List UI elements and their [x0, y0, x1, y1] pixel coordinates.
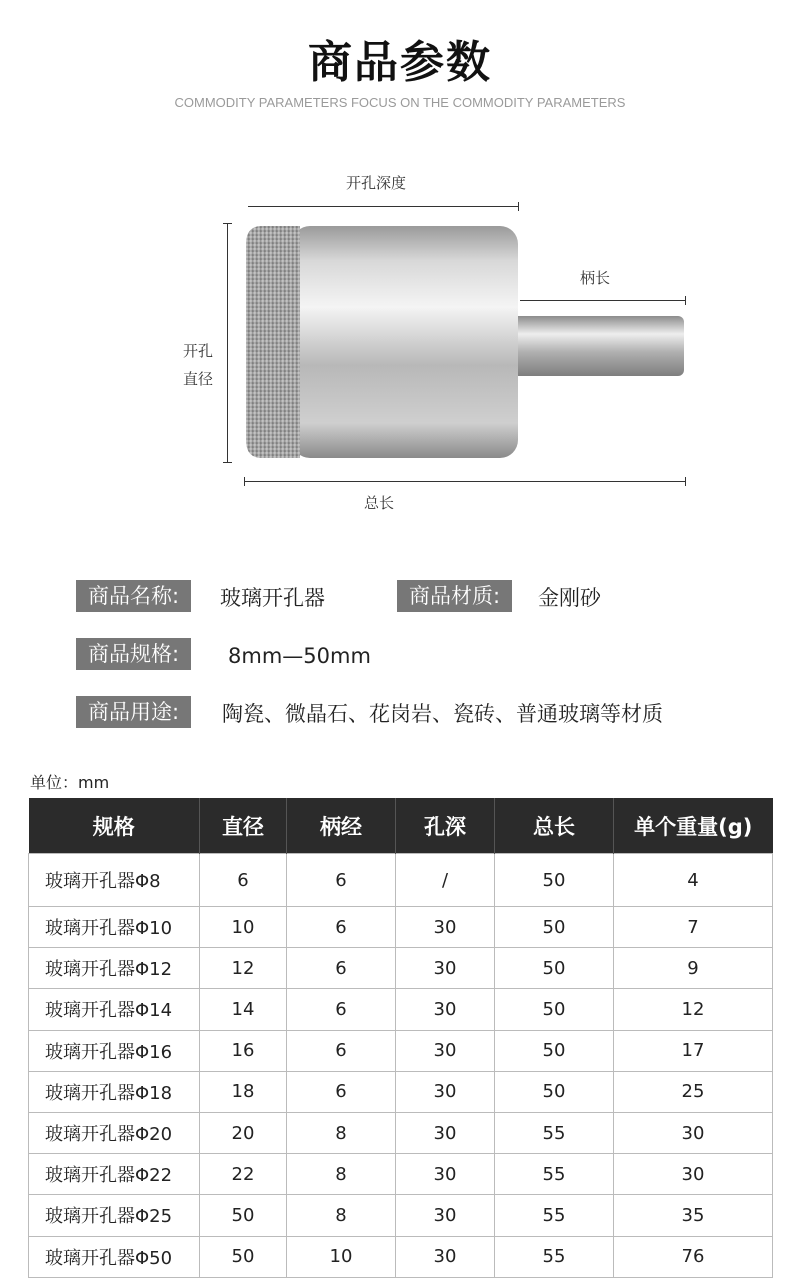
cell-shank: 8 [287, 1112, 396, 1153]
table-row [29, 854, 773, 907]
cell-diameter: 16 [200, 1030, 287, 1071]
page-subtitle: COMMODITY PARAMETERS FOCUS ON THE COMMODITY PARAMETERS [174, 95, 626, 110]
cell-depth: / [396, 854, 495, 907]
cell-weight: 30 [614, 1112, 773, 1153]
table-row [29, 1154, 773, 1195]
cell-weight: 4 [614, 854, 773, 907]
table-row [29, 948, 773, 989]
cell-spec: 玻璃开孔器Φ22 [29, 1154, 200, 1195]
cell-shank: 10 [287, 1236, 396, 1277]
cell-weight: 76 [614, 1236, 773, 1277]
cell-diameter: 10 [200, 907, 287, 948]
cell-diameter: 20 [200, 1112, 287, 1153]
cell-depth: 30 [396, 1195, 495, 1236]
cell-weight: 9 [614, 948, 773, 989]
total-label: 总长 [364, 494, 395, 512]
table-row [29, 989, 773, 1030]
table-row [29, 1071, 773, 1112]
cell-weight: 30 [614, 1154, 773, 1195]
cell-spec: 玻璃开孔器Φ20 [29, 1112, 200, 1153]
cell-total-length: 50 [495, 907, 614, 948]
body-shape [292, 226, 518, 458]
cell-depth: 30 [396, 1112, 495, 1153]
page-title: 商品参数 [308, 37, 492, 88]
drill-bit-illustration [0, 150, 800, 530]
cell-total-length: 55 [495, 1236, 614, 1277]
table-row [29, 1112, 773, 1153]
cell-total-length: 55 [495, 1154, 614, 1195]
cell-diameter: 50 [200, 1195, 287, 1236]
spec-tag-usage: 商品用途: [76, 696, 191, 728]
cell-diameter: 12 [200, 948, 287, 989]
cell-spec: 玻璃开孔器Φ8 [29, 854, 200, 907]
cell-total-length: 50 [495, 854, 614, 907]
cell-diameter: 50 [200, 1236, 287, 1277]
cell-spec: 玻璃开孔器Φ16 [29, 1030, 200, 1071]
cell-depth: 30 [396, 1154, 495, 1195]
cell-shank: 6 [287, 854, 396, 907]
unit-label: 单位：mm [30, 773, 110, 792]
cell-total-length: 50 [495, 948, 614, 989]
cell-diameter: 6 [200, 854, 287, 907]
header-spec: 规格 [29, 798, 200, 854]
spec-tag-material: 商品材质: [397, 580, 512, 612]
cell-depth: 30 [396, 907, 495, 948]
cell-total-length: 50 [495, 1071, 614, 1112]
spec-value-size: 8mm—50mm [228, 644, 371, 668]
cell-shank: 6 [287, 989, 396, 1030]
cell-depth: 30 [396, 948, 495, 989]
cell-total-length: 50 [495, 989, 614, 1030]
cell-total-length: 50 [495, 1030, 614, 1071]
table-row [29, 1030, 773, 1071]
cell-shank: 8 [287, 1195, 396, 1236]
cell-total-length: 55 [495, 1195, 614, 1236]
header-weight: 单个重量(g) [614, 798, 773, 854]
cell-weight: 12 [614, 989, 773, 1030]
cell-shank: 6 [287, 1030, 396, 1071]
spec-value-name: 玻璃开孔器 [220, 586, 325, 610]
header-depth: 孔深 [396, 798, 495, 854]
cell-diameter: 14 [200, 989, 287, 1030]
cell-weight: 25 [614, 1071, 773, 1112]
cell-spec: 玻璃开孔器Φ50 [29, 1236, 200, 1277]
shank-shape [512, 316, 684, 376]
diameter-label-1: 开孔 [183, 342, 214, 360]
cell-shank: 6 [287, 1071, 396, 1112]
diamond-crown-shape [246, 226, 300, 458]
cell-weight: 35 [614, 1195, 773, 1236]
cell-depth: 30 [396, 1071, 495, 1112]
cell-depth: 30 [396, 1030, 495, 1071]
cell-depth: 30 [396, 989, 495, 1030]
cell-weight: 17 [614, 1030, 773, 1071]
table-header-row [29, 798, 773, 854]
header-shank: 柄经 [287, 798, 396, 854]
cell-total-length: 55 [495, 1112, 614, 1153]
shank-label: 柄长 [580, 269, 611, 287]
cell-spec: 玻璃开孔器Φ14 [29, 989, 200, 1030]
spec-tag-name: 商品名称: [76, 580, 191, 612]
header-total-length: 总长 [495, 798, 614, 854]
table-row [29, 1195, 773, 1236]
cell-shank: 6 [287, 948, 396, 989]
spec-value-material: 金刚砂 [538, 586, 601, 610]
cell-depth: 30 [396, 1236, 495, 1277]
cell-shank: 8 [287, 1154, 396, 1195]
spec-value-usage: 陶瓷、微晶石、花岗岩、瓷砖、普通玻璃等材质 [222, 702, 663, 726]
header-diameter: 直径 [200, 798, 287, 854]
cell-weight: 7 [614, 907, 773, 948]
diameter-label-2: 直径 [183, 370, 214, 388]
cell-spec: 玻璃开孔器Φ18 [29, 1071, 200, 1112]
spec-table [28, 798, 773, 1278]
cell-diameter: 18 [200, 1071, 287, 1112]
product-diagram [0, 150, 800, 530]
table-row [29, 1236, 773, 1277]
cell-diameter: 22 [200, 1154, 287, 1195]
cell-shank: 6 [287, 907, 396, 948]
cell-spec: 玻璃开孔器Φ10 [29, 907, 200, 948]
cell-spec: 玻璃开孔器Φ12 [29, 948, 200, 989]
cell-spec: 玻璃开孔器Φ25 [29, 1195, 200, 1236]
table-row [29, 907, 773, 948]
spec-tag-size: 商品规格: [76, 638, 191, 670]
depth-label: 开孔深度 [346, 174, 407, 192]
